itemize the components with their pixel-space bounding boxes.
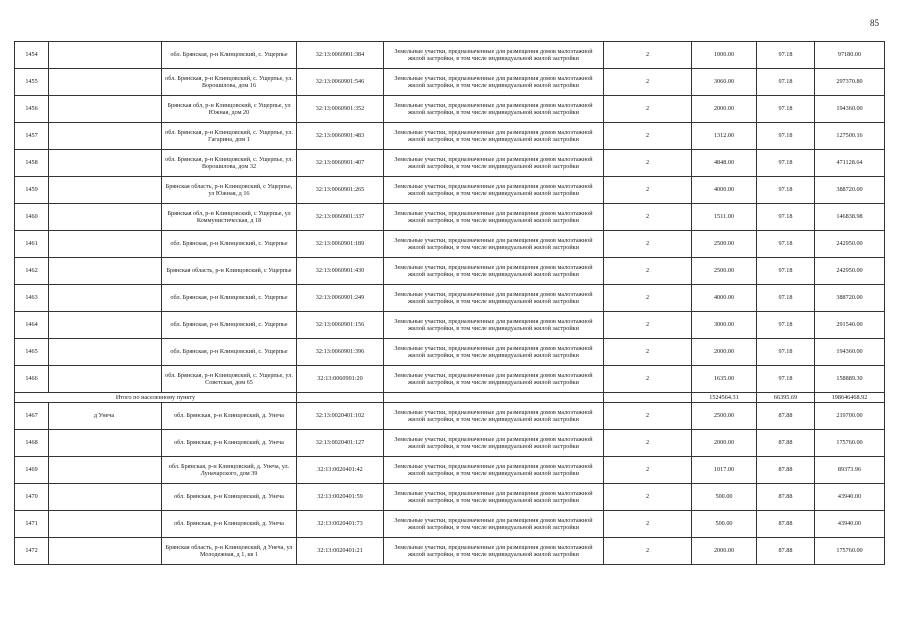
purpose-cell: Земельные участки, предназначенные для размещения домов малоэтажной жилой застройки, в том числе индивидуальной жилой застройки <box>384 511 604 538</box>
cadastral-number-cell: 32:13:0020401:127 <box>297 430 384 457</box>
area-cell: 2500.00 <box>692 403 757 430</box>
cadastral-number-cell: 32:13:0060901:384 <box>297 42 384 69</box>
area-cell: 3000.00 <box>692 312 757 339</box>
area-cell: 3060.00 <box>692 69 757 96</box>
rate-cell: 97.18 <box>757 42 815 69</box>
locality-cell <box>49 457 162 484</box>
total-blank <box>384 393 604 403</box>
group-cell: 2 <box>604 484 692 511</box>
table-body <box>15 42 885 565</box>
total-label: Итого по населенному пункту <box>15 393 297 403</box>
cadastral-number-cell: 32:13:0060901:337 <box>297 204 384 231</box>
row-number: 1458 <box>15 150 49 177</box>
group-cell: 2 <box>604 312 692 339</box>
area-cell: 4848.00 <box>692 150 757 177</box>
row-number: 1466 <box>15 366 49 393</box>
cadastral-number-cell: 32:13:0020401:21 <box>297 538 384 565</box>
cadastral-number-cell: 32:13:0060901:352 <box>297 96 384 123</box>
purpose-cell: Земельные участки, предназначенные для размещения домов малоэтажной жилой застройки, в том числе индивидуальной жилой застройки <box>384 312 604 339</box>
group-cell: 2 <box>604 204 692 231</box>
purpose-cell: Земельные участки, предназначенные для размещения домов малоэтажной жилой застройки, в том числе индивидуальной жилой застройки <box>384 69 604 96</box>
locality-cell <box>49 150 162 177</box>
area-cell: 2500.00 <box>692 231 757 258</box>
group-cell: 2 <box>604 430 692 457</box>
purpose-cell: Земельные участки, предназначенные для размещения домов малоэтажной жилой застройки, в том числе индивидуальной жилой застройки <box>384 430 604 457</box>
row-number: 1464 <box>15 312 49 339</box>
address-cell: обл. Брянская, р-н Клинцовский, с. Ущерпье <box>162 339 297 366</box>
row-number: 1461 <box>15 231 49 258</box>
rate-cell: 97.18 <box>757 366 815 393</box>
locality-cell <box>49 366 162 393</box>
purpose-cell: Земельные участки, предназначенные для размещения домов малоэтажной жилой застройки, в том числе индивидуальной жилой застройки <box>384 403 604 430</box>
cadastral-number-cell: 32:13:0060901:407 <box>297 150 384 177</box>
address-cell: обл. Брянская, р-н Клинцовский, с. Ущерпье <box>162 312 297 339</box>
row-number: 1465 <box>15 339 49 366</box>
purpose-cell: Земельные участки, предназначенные для размещения домов малоэтажной жилой застройки, в том числе индивидуальной жилой застройки <box>384 339 604 366</box>
table-row <box>15 312 885 339</box>
cadastral-value-cell: 194360.00 <box>815 339 885 366</box>
cadastral-number-cell: 32:13:0060901:396 <box>297 339 384 366</box>
table-row <box>15 123 885 150</box>
address-cell: обл. Брянская, р-н Клинцовский, с. Ущерпье, ул. Ворошилова, дом 32 <box>162 150 297 177</box>
rate-cell: 97.18 <box>757 96 815 123</box>
locality-cell <box>49 312 162 339</box>
group-cell: 2 <box>604 123 692 150</box>
rate-cell: 87.88 <box>757 538 815 565</box>
cadastral-value-cell: 242950.00 <box>815 258 885 285</box>
locality-cell <box>49 96 162 123</box>
cadastral-value-cell: 175760.00 <box>815 430 885 457</box>
rate-cell: 87.88 <box>757 403 815 430</box>
cadastral-value-cell: 43940.00 <box>815 511 885 538</box>
rate-cell: 87.88 <box>757 457 815 484</box>
locality-cell <box>49 511 162 538</box>
group-cell: 2 <box>604 177 692 204</box>
cadastral-value-cell: 194360.00 <box>815 96 885 123</box>
cadastral-value-cell: 388720.00 <box>815 285 885 312</box>
group-cell: 2 <box>604 538 692 565</box>
cadastral-number-cell: 32:13:0020401:42 <box>297 457 384 484</box>
purpose-cell: Земельные участки, предназначенные для размещения домов малоэтажной жилой застройки, в том числе индивидуальной жилой застройки <box>384 285 604 312</box>
total-blank <box>604 393 692 403</box>
group-cell: 2 <box>604 511 692 538</box>
rate-cell: 97.18 <box>757 204 815 231</box>
area-cell: 1511.00 <box>692 204 757 231</box>
purpose-cell: Земельные участки, предназначенные для размещения домов малоэтажной жилой застройки, в том числе индивидуальной жилой застройки <box>384 538 604 565</box>
table-row <box>15 96 885 123</box>
total-rate: 66395.69 <box>757 393 815 403</box>
page-number: 85 <box>870 18 879 28</box>
area-cell: 2000.00 <box>692 339 757 366</box>
table-row <box>15 511 885 538</box>
row-number: 1463 <box>15 285 49 312</box>
rate-cell: 97.18 <box>757 231 815 258</box>
purpose-cell: Земельные участки, предназначенные для размещения домов малоэтажной жилой застройки, в том числе индивидуальной жилой застройки <box>384 484 604 511</box>
address-cell: обл. Брянская, р-н Клинцовский, с. Ущерпье <box>162 285 297 312</box>
row-number: 1455 <box>15 69 49 96</box>
table-row <box>15 69 885 96</box>
area-cell: 1312.00 <box>692 123 757 150</box>
row-number: 1470 <box>15 484 49 511</box>
cadastral-value-cell: 127500.16 <box>815 123 885 150</box>
table-row <box>15 42 885 69</box>
group-cell: 2 <box>604 42 692 69</box>
rate-cell: 87.88 <box>757 430 815 457</box>
address-cell: обл. Брянская, р-н Клинцовский, с. Ущерпье, ул. Ворошилова, дом 16 <box>162 69 297 96</box>
address-cell: обл. Брянская, р-н Клинцовский, д. Унеча <box>162 403 297 430</box>
row-number: 1469 <box>15 457 49 484</box>
cadastral-number-cell: 32:13:0060901:430 <box>297 258 384 285</box>
cadastral-value-cell: 297370.80 <box>815 69 885 96</box>
locality-cell <box>49 123 162 150</box>
cadastral-number-cell: 32:13:0060901:265 <box>297 177 384 204</box>
row-number: 1468 <box>15 430 49 457</box>
row-number: 1467 <box>15 403 49 430</box>
table-row <box>15 258 885 285</box>
purpose-cell: Земельные участки, предназначенные для размещения домов малоэтажной жилой застройки, в том числе индивидуальной жилой застройки <box>384 457 604 484</box>
row-number: 1457 <box>15 123 49 150</box>
address-cell: обл. Брянская, р-н Клинцовский, д. Унеча <box>162 430 297 457</box>
address-cell: обл. Брянская, р-н Клинцовский, д. Унеча <box>162 484 297 511</box>
cadastral-number-cell: 32:13:0060901:249 <box>297 285 384 312</box>
purpose-cell: Земельные участки, предназначенные для размещения домов малоэтажной жилой застройки, в том числе индивидуальной жилой застройки <box>384 42 604 69</box>
table-row <box>15 204 885 231</box>
locality-cell <box>49 231 162 258</box>
row-number: 1462 <box>15 258 49 285</box>
row-number: 1456 <box>15 96 49 123</box>
area-cell: 4000.00 <box>692 177 757 204</box>
table-row <box>15 538 885 565</box>
rate-cell: 97.18 <box>757 69 815 96</box>
group-cell: 2 <box>604 69 692 96</box>
table-row <box>15 484 885 511</box>
group-cell: 2 <box>604 457 692 484</box>
table-row <box>15 339 885 366</box>
locality-cell <box>49 42 162 69</box>
rate-cell: 87.88 <box>757 511 815 538</box>
land-register-table <box>14 41 885 565</box>
cadastral-number-cell: 32:13:0020401:59 <box>297 484 384 511</box>
cadastral-value-cell: 89373.96 <box>815 457 885 484</box>
cadastral-number-cell: 32:13:0020401:102 <box>297 403 384 430</box>
address-cell: Брянская обл, р-н Клинцовский, с Ущерпье, ул Южная, дом 20 <box>162 96 297 123</box>
locality-cell <box>49 430 162 457</box>
group-cell: 2 <box>604 285 692 312</box>
locality-cell <box>49 285 162 312</box>
cadastral-value-cell: 146838.98 <box>815 204 885 231</box>
locality-name: д Унеча <box>49 403 162 430</box>
row-number: 1472 <box>15 538 49 565</box>
area-cell: 500.00 <box>692 511 757 538</box>
area-cell: 2000.00 <box>692 538 757 565</box>
table-row <box>15 231 885 258</box>
total-row <box>15 393 885 403</box>
purpose-cell: Земельные участки, предназначенные для размещения домов малоэтажной жилой застройки, в том числе индивидуальной жилой застройки <box>384 258 604 285</box>
rate-cell: 97.18 <box>757 258 815 285</box>
cadastral-value-cell: 291540.00 <box>815 312 885 339</box>
area-cell: 1000.00 <box>692 42 757 69</box>
row-number: 1459 <box>15 177 49 204</box>
table-row <box>15 177 885 204</box>
address-cell: обл. Брянская, р-н Клинцовский, с. Ущерпье <box>162 231 297 258</box>
table-row <box>15 430 885 457</box>
area-cell: 1017.00 <box>692 457 757 484</box>
address-cell: Брянская область, р-н Клинцовский, с Ущерпье, ул Южная, д 16 <box>162 177 297 204</box>
purpose-cell: Земельные участки, предназначенные для размещения домов малоэтажной жилой застройки, в том числе индивидуальной жилой застройки <box>384 177 604 204</box>
total-value: 198646468.92 <box>815 393 885 403</box>
area-cell: 2000.00 <box>692 96 757 123</box>
purpose-cell: Земельные участки, предназначенные для размещения домов малоэтажной жилой застройки, в том числе индивидуальной жилой застройки <box>384 366 604 393</box>
table-row <box>15 403 885 430</box>
locality-cell <box>49 339 162 366</box>
locality-cell <box>49 69 162 96</box>
locality-cell <box>49 204 162 231</box>
rate-cell: 97.18 <box>757 339 815 366</box>
purpose-cell: Земельные участки, предназначенные для размещения домов малоэтажной жилой застройки, в том числе индивидуальной жилой застройки <box>384 231 604 258</box>
address-cell: обл. Брянская, р-н Клинцовский, с. Ущерпье, ул. Гагарина, дом 1 <box>162 123 297 150</box>
cadastral-value-cell: 388720.00 <box>815 177 885 204</box>
rate-cell: 97.18 <box>757 177 815 204</box>
cadastral-value-cell: 219700.00 <box>815 403 885 430</box>
rate-cell: 97.18 <box>757 150 815 177</box>
group-cell: 2 <box>604 96 692 123</box>
address-cell: Брянская обл, р-н Клинцовский, с Ущерпье, ул Коммунистическая, д 18 <box>162 204 297 231</box>
cadastral-number-cell: 32:13:0060901:189 <box>297 231 384 258</box>
cadastral-value-cell: 158889.30 <box>815 366 885 393</box>
area-cell: 4000.00 <box>692 285 757 312</box>
rate-cell: 97.18 <box>757 285 815 312</box>
address-cell: обл. Брянская, р-н Клинцовский, с. Ущерпье <box>162 42 297 69</box>
area-cell: 1635.00 <box>692 366 757 393</box>
group-cell: 2 <box>604 231 692 258</box>
address-cell: обл. Брянская, р-н Клинцовский, д. Унеча <box>162 511 297 538</box>
group-cell: 2 <box>604 366 692 393</box>
address-cell: обл. Брянская, р-н Клинцовский, д. Унеча, ул. Луначарского, дом 39 <box>162 457 297 484</box>
row-number: 1471 <box>15 511 49 538</box>
cadastral-number-cell: 32:13:0020401:73 <box>297 511 384 538</box>
group-cell: 2 <box>604 403 692 430</box>
table-row <box>15 150 885 177</box>
total-blank <box>297 393 384 403</box>
cadastral-number-cell: 32:13:0060901:546 <box>297 69 384 96</box>
rate-cell: 97.18 <box>757 312 815 339</box>
area-cell: 2500.00 <box>692 258 757 285</box>
total-area: 1524564.31 <box>692 393 757 403</box>
cadastral-value-cell: 97180.00 <box>815 42 885 69</box>
cadastral-number-cell: 32:13:0060901:483 <box>297 123 384 150</box>
group-cell: 2 <box>604 150 692 177</box>
purpose-cell: Земельные участки, предназначенные для размещения домов малоэтажной жилой застройки, в том числе индивидуальной жилой застройки <box>384 96 604 123</box>
rate-cell: 87.88 <box>757 484 815 511</box>
table-row <box>15 285 885 312</box>
row-number: 1460 <box>15 204 49 231</box>
locality-cell <box>49 177 162 204</box>
cadastral-number-cell: 32:13:0060901:20 <box>297 366 384 393</box>
purpose-cell: Земельные участки, предназначенные для размещения домов малоэтажной жилой застройки, в том числе индивидуальной жилой застройки <box>384 150 604 177</box>
locality-cell <box>49 258 162 285</box>
locality-cell <box>49 538 162 565</box>
address-cell: обл. Брянская, р-н Клинцовский, с. Ущерпье, ул. Советская, дом 65 <box>162 366 297 393</box>
locality-cell <box>49 484 162 511</box>
cadastral-number-cell: 32:13:0060901:156 <box>297 312 384 339</box>
cadastral-value-cell: 175760.00 <box>815 538 885 565</box>
cadastral-value-cell: 242950.00 <box>815 231 885 258</box>
purpose-cell: Земельные участки, предназначенные для размещения домов малоэтажной жилой застройки, в том числе индивидуальной жилой застройки <box>384 204 604 231</box>
address-cell: Брянская область, р-н Клинцовский, д Унеча, ул Молодежная, д 1, кв 1 <box>162 538 297 565</box>
purpose-cell: Земельные участки, предназначенные для размещения домов малоэтажной жилой застройки, в том числе индивидуальной жилой застройки <box>384 123 604 150</box>
cadastral-value-cell: 43940.00 <box>815 484 885 511</box>
row-number: 1454 <box>15 42 49 69</box>
area-cell: 500.00 <box>692 484 757 511</box>
table-row <box>15 457 885 484</box>
table-row <box>15 366 885 393</box>
group-cell: 2 <box>604 339 692 366</box>
area-cell: 2000.00 <box>692 430 757 457</box>
address-cell: Брянская область, р-н Клинцовский, с Ущерпье <box>162 258 297 285</box>
cadastral-value-cell: 471128.64 <box>815 150 885 177</box>
group-cell: 2 <box>604 258 692 285</box>
rate-cell: 97.18 <box>757 123 815 150</box>
